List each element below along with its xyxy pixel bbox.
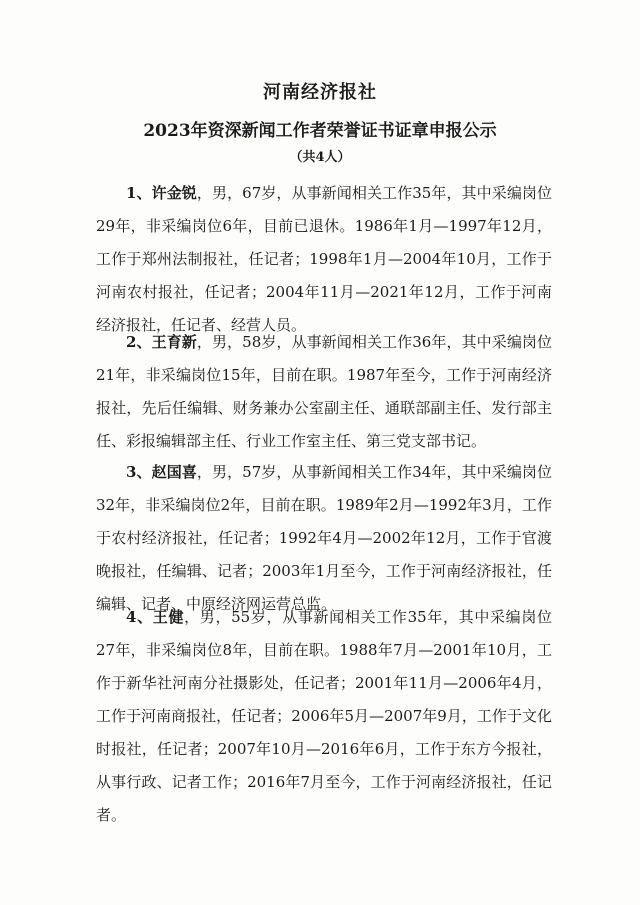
entry-name: 3、赵国喜 [126,463,197,481]
org-name: 河南经济报社 [263,82,377,103]
entry-body: ，男，58岁，从事新闻相关工作36年，其中采编岗位21年，非采编岗位15年，目前在职。1987年至今，工作于河南经济报社，先后任编辑、财务兼办公室副主任、通联部副主任、发行部主任、彩报编辑部主任、行业工作室主任、第三党支部书记。 [96,333,553,450]
page-title: 2023年资深新闻工作者荣誉证书证章申报公示 [143,121,497,141]
entry-1 [96,177,552,342]
entry-name: 4、王健 [126,608,185,626]
entry-4 [96,601,552,832]
entry-body: ，男，57岁，从事新闻相关工作34年，其中采编岗位32年，非采编岗位2年，目前在职。1989年2月—1992年3月，工作于农村经济报社，任记者；1992年4月—2002年12月，工作于官渡晚报社，任编辑、记者；2003年1月至今，工作于河南经济报社，任编辑、记者、中原经济网运营总监。 [96,463,553,613]
entry-count: （共4人） [289,150,351,165]
entry-name: 1、许金锐 [126,184,197,202]
entry-2 [96,326,552,458]
entry-name: 2、王育新 [126,333,197,351]
entry-3 [96,456,552,621]
entry-body: ，男，55岁，从事新闻相关工作35年，其中采编岗位27年，非采编岗位8年，目前在职。1988年7月—2001年10月，工作于新华社河南分社摄影处，任记者；2001年11月—2006年4月，工作于河南商报社，任记者；2006年5月—2007年9月，工作于文化时报社，任记者；2007年10月—2016年6月，工作于东方今报社，从事行政、记者工作；2016年7月至今，工作于河南经济报社，任记者。 [96,608,553,824]
entry-body: ，男，67岁，从事新闻相关工作35年，其中采编岗位29年，非采编岗位6年，目前已退休。1986年1月—1997年12月，工作于郑州法制报社，任记者；1998年1月—2004年10月，工作于河南农村报社，任记者；2004年11月—2021年12月，工作于河南经济报社，任记者、经营人员。 [96,184,553,334]
